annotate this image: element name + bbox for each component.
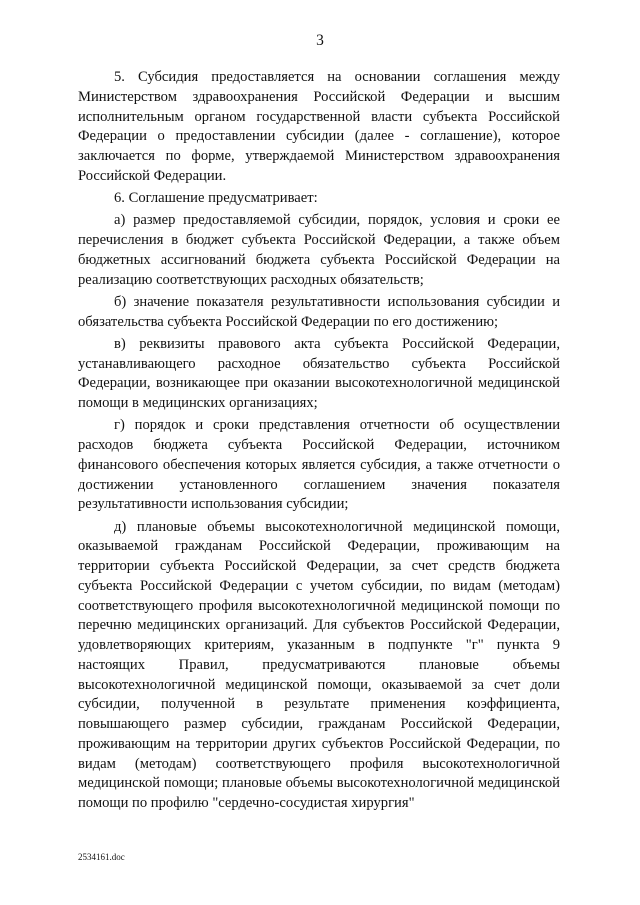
paragraph-subitem-b: б) значение показателя результативности использования субсидии и обязательства субъекта Российской Федерации по его достижению; bbox=[78, 293, 560, 330]
document-body bbox=[78, 68, 560, 816]
footer-filename: 2534161.doc bbox=[78, 852, 125, 862]
paragraph-item-6: 6. Соглашение предусматривает: bbox=[114, 190, 318, 206]
paragraph-subitem-d: д) плановые объемы высокотехнологичной медицинской помощи, оказываемой гражданам Российской Федерации, проживающим на территории субъекта Российской Федерации, за счет средств бюджета субъекта Российской Федерации с учетом субсидии, по видам (методам) соответствующего профиля высокотехнологичной медицинской помощи по перечню медицинских организаций. Для субъектов Российской Федерации, удовлетворяющих критериям, указанным в подпункте "г" пункта 9 настоящих Правил, предусматриваются плановые объемы высокотехнологичной медицинской помощи, оказываемой за счет доли субсидии, полученной в результате применения коэффициента, повышающего размер субсидии, гражданам Российской Федерации, проживающим на территории других субъектов Российской Федерации, по видам (методам) соответствующего профиля высокотехнологичной медицинской помощи; плановые объемы высокотехнологичной медицинской помощи по профилю "сердечно-сосудистая хирургия" bbox=[78, 518, 560, 811]
paragraph-subitem-v: в) реквизиты правового акта субъекта Российской Федерации, устанавливающего расходное обязательство субъекта Российской Федерации, возникающее при оказании высокотехнологичной медицинской помощи в медицинских организациях; bbox=[78, 335, 560, 411]
paragraph-subitem-g: г) порядок и сроки представления отчетности об осуществлении расходов бюджета субъекта Российской Федерации, источником финансового обеспечения которых является субсидия, а также отчетности о достижении установленного соглашением значения показателя результативности использования субсидии; bbox=[78, 417, 560, 513]
page-number: 3 bbox=[316, 32, 324, 49]
paragraph-item-5: 5. Субсидия предоставляется на основании соглашения между Министерством здравоохранения Российской Федерации и высшим исполнительным органом государственной власти субъекта Российской Федерации о предоставлении субсидии (далее - соглашение), которое заключается по форме, утверждаемой Министерством здравоохранения Российской Федерации. bbox=[78, 69, 560, 184]
paragraph-subitem-a: а) размер предоставляемой субсидии, порядок, условия и сроки ее перечисления в бюджет субъекта Российской Федерации, а также объем бюджетных ассигнований бюджета субъекта Российской Федерации на реализацию соответствующих расходных обязательств; bbox=[78, 212, 560, 288]
